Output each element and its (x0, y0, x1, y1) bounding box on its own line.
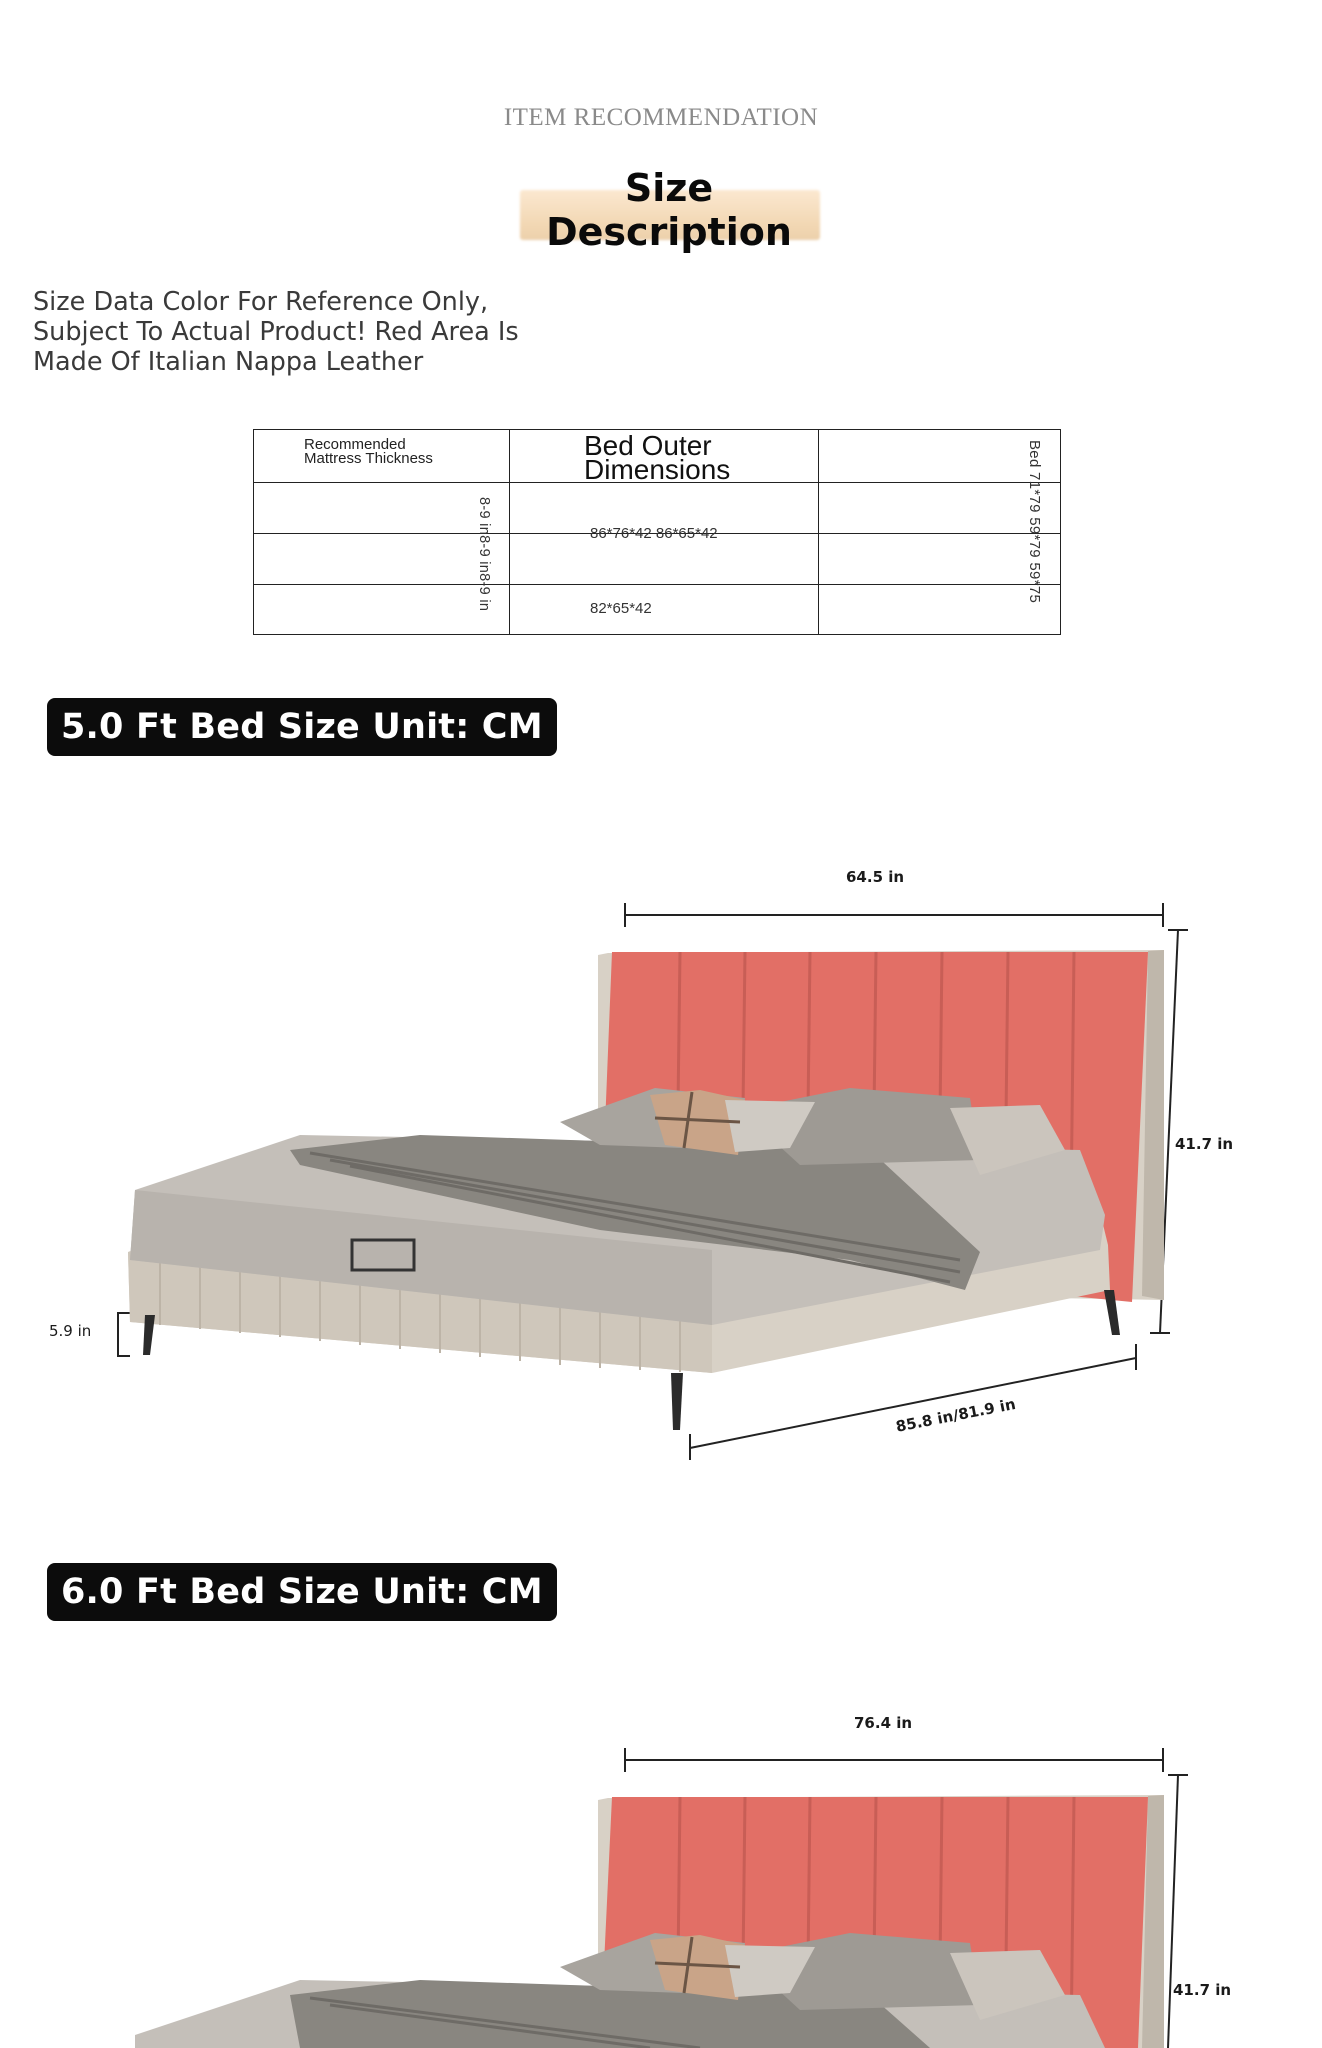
width-label-6ft: 76.4 in (854, 1714, 913, 1732)
table-cell (254, 483, 510, 612)
note-line-3: Made Of Italian Nappa Leather (33, 347, 424, 377)
table-cell (510, 483, 819, 542)
bed-illustration-5ft (0, 820, 1322, 1460)
dimensions-value: 86*76*42 86*65*42 (590, 525, 718, 542)
table-header-bed (819, 430, 1061, 604)
height-label-5ft: 41.7 in (1175, 1135, 1234, 1153)
width-label-5ft: 64.5 in (846, 868, 905, 886)
size-badge-6ft: 6.0 Ft Bed Size Unit: CM (47, 1563, 557, 1621)
header-line: Dimensions (584, 454, 731, 485)
table-cell (510, 534, 819, 585)
height-label-6ft: 41.7 in (1173, 1981, 1232, 1999)
table-header-dimensions (510, 430, 819, 483)
length-label-5ft: 85.8 in/81.9 in (894, 1394, 1018, 1436)
header-line: Mattress Thickness (304, 450, 433, 467)
table-header-mattress (254, 430, 510, 483)
note-line-1: Size Data Color For Reference Only, (33, 287, 489, 317)
page-title: Size Description (546, 166, 792, 254)
reference-note (33, 287, 593, 377)
header-line: Bed Outer (584, 430, 712, 461)
mattress-thickness-vertical: 8-9 in8-9 in8-9 in (476, 497, 492, 612)
title-block (518, 148, 820, 254)
table-cell (254, 585, 510, 635)
table-cell (510, 585, 819, 635)
bed-illustration-6ft (0, 1665, 1322, 2048)
section-eyebrow: ITEM RECOMMENDATION (503, 104, 819, 131)
table-cell (819, 483, 1061, 534)
table-cell (819, 534, 1061, 585)
leg-height-label-5ft: 5.9 in (49, 1322, 92, 1340)
size-badge-5ft: 5.0 Ft Bed Size Unit: CM (47, 698, 557, 756)
size-table (253, 429, 1061, 635)
note-line-2: Subject To Actual Product! Red Area Is (33, 317, 519, 347)
dimensions-value: 82*65*42 (590, 600, 652, 617)
bed-sizes-vertical: Bed 71*79 59*79 59*75 (1026, 440, 1043, 604)
header-line: Recommended (304, 436, 406, 453)
table-cell (819, 585, 1061, 635)
table-cell (254, 534, 510, 585)
